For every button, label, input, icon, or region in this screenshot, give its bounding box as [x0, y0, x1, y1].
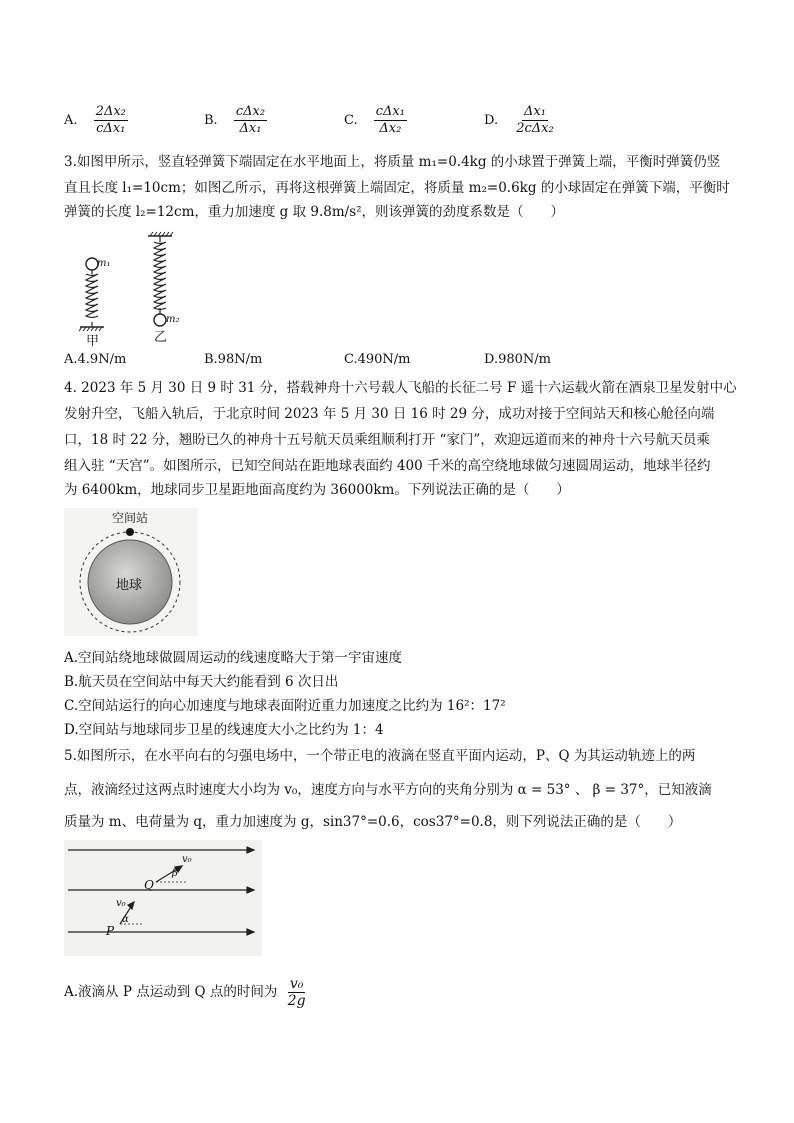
label-m2: m₂: [166, 314, 180, 325]
q3-option-c[interactable]: C.490N/m: [344, 352, 411, 367]
q4-line-2: 发射升空，飞船入轨后，于北京时间 2023 年 5 月 30 日 16 时 29 分，成功对接于空间站天和核心舱径向端: [64, 406, 715, 422]
q2-option-d[interactable]: D. $\frac{\text{Δx₁}}{\text{2cΔx₂}}$: [484, 104, 554, 136]
q5-line-2: 点，液滴经过这两点时速度大小均为 v₀，速度方向与水平方向的夹角分别为 α = 53° 、 β = 37°，已知液滴: [64, 782, 712, 798]
q4-option-b[interactable]: B.航天员在空间站中每天大约能看到 6 次日出: [64, 674, 339, 690]
q4-option-a[interactable]: A.空间站绕地球做圆周运动的线速度略大于第一宇宙速度: [64, 650, 403, 666]
q3-option-d[interactable]: D.980N/m: [484, 352, 551, 367]
q5-field-svg: [64, 840, 262, 956]
q3-line-2: 直且长度 l₁=10cm；如图乙所示，再将这根弹簧上端固定，将质量 m₂=0.6kg 的小球固定在弹簧下端，平衡时: [64, 180, 730, 196]
label-beta: β: [172, 868, 178, 879]
q5-field-figure: [64, 840, 262, 956]
q3-spring-figure: [64, 228, 214, 346]
q3-option-b[interactable]: B.98N/m: [204, 352, 263, 367]
q5-line-1: 5.如图所示，在水平向右的匀强电场中，一个带正电的液滴在竖直平面内运动，P、Q 为其运动轨迹上的两: [64, 748, 696, 764]
label-m1: m₁: [97, 258, 111, 269]
q4-orbit-svg: [64, 508, 198, 636]
spring-coil-yi: [154, 242, 166, 310]
q2-option-a[interactable]: A. $\frac{\text{2Δx₂}}{\text{cΔx₁}}$: [64, 104, 126, 136]
q4-line-5: 为 6400km，地球同步卫星距地面高度约为 36000km。下列说法正确的是（ ）: [64, 482, 570, 498]
q2-option-b-fraction: $\frac{\text{cΔx₂}}{\text{Δx₁}}$: [235, 104, 266, 136]
q3-line-3: 弹簧的长度 l₂=12cm，重力加速度 g 取 9.8m/s²，则该弹簧的劲度系数是（ ）: [64, 204, 565, 220]
q4-orbit-figure: [64, 508, 198, 636]
q2-option-b[interactable]: B. $\frac{\text{cΔx₂}}{\text{Δx₁}}$: [204, 104, 266, 136]
q5-option-a[interactable]: A.液滴从 P 点运动到 Q 点的时间为 $\frac{\text{v₀}}{2g}$: [64, 976, 306, 1009]
q2-option-c-fraction: $\frac{\text{cΔx₁}}{\text{Δx₂}}$: [375, 104, 405, 136]
q2-option-a-fraction: $\frac{\text{2Δx₂}}{\text{cΔx₁}}$: [95, 104, 126, 136]
q3-line-1: 3.如图甲所示，竖直轻弹簧下端固定在水平地面上，将质量 m₁=0.4kg 的小球置于弹簧上端，平衡时弹簧仍竖: [64, 154, 721, 170]
label-v0-top: v₀: [182, 854, 192, 865]
spring-yi: [148, 232, 173, 326]
label-station: 空间站: [112, 511, 149, 525]
q2-option-d-fraction: $\frac{\text{Δx₁}}{\text{2cΔx₂}}$: [516, 104, 554, 136]
q5-option-a-fraction: $\frac{\text{v₀}}{2g}$: [287, 976, 306, 1009]
q4-line-1: 4. 2023 年 5 月 30 日 9 时 31 分，搭载神舟十六号载人飞船的长征二号 F 遥十六运载火箭在酒泉卫星发射中心: [64, 380, 737, 396]
q4-option-d[interactable]: D.空间站与地球同步卫星的线速度大小之比约为 1：4: [64, 722, 384, 738]
q3-option-a[interactable]: A.4.9N/m: [64, 352, 127, 367]
field-arrow-2: [247, 887, 254, 893]
label-alpha: α: [122, 914, 129, 925]
q4-line-4: 组入驻 “天宫”。如图所示，已知空间站在距地球表面约 400 千米的高空绕地球做匀速圆周运动，地球半径约: [64, 458, 711, 474]
ball-m2: [154, 314, 166, 326]
spring-coil-jia: [86, 274, 98, 318]
label-v0-bottom: v₀: [116, 898, 126, 909]
p-velocity-arrow: [128, 902, 134, 909]
q5-line-3: 质量为 m、电荷量为 q，重力加速度为 g，sin37°=0.6，cos37°=0.8，则下列说法正确的是（ ）: [64, 814, 682, 830]
field-arrow-1: [247, 847, 254, 853]
label-earth: 地球: [116, 578, 143, 593]
q4-line-3: 口，18 时 22 分，翘盼已久的神舟十五号航天员乘组顺利打开 “家门”，欢迎远道而来的神舟十六号航天员乘: [64, 432, 710, 448]
label-q: Q: [144, 878, 154, 892]
station-dot: [126, 528, 134, 536]
label-jia: 甲: [86, 334, 100, 349]
q2-option-c[interactable]: C. $\frac{\text{cΔx₁}}{\text{Δx₂}}$: [344, 104, 405, 136]
field-arrow-3: [247, 929, 254, 935]
label-yi: 乙: [154, 330, 168, 345]
label-p: P: [106, 924, 115, 938]
q4-option-c[interactable]: C.空间站运行的向心加速度与地球表面附近重力加速度之比约为 16²：17²: [64, 698, 506, 714]
